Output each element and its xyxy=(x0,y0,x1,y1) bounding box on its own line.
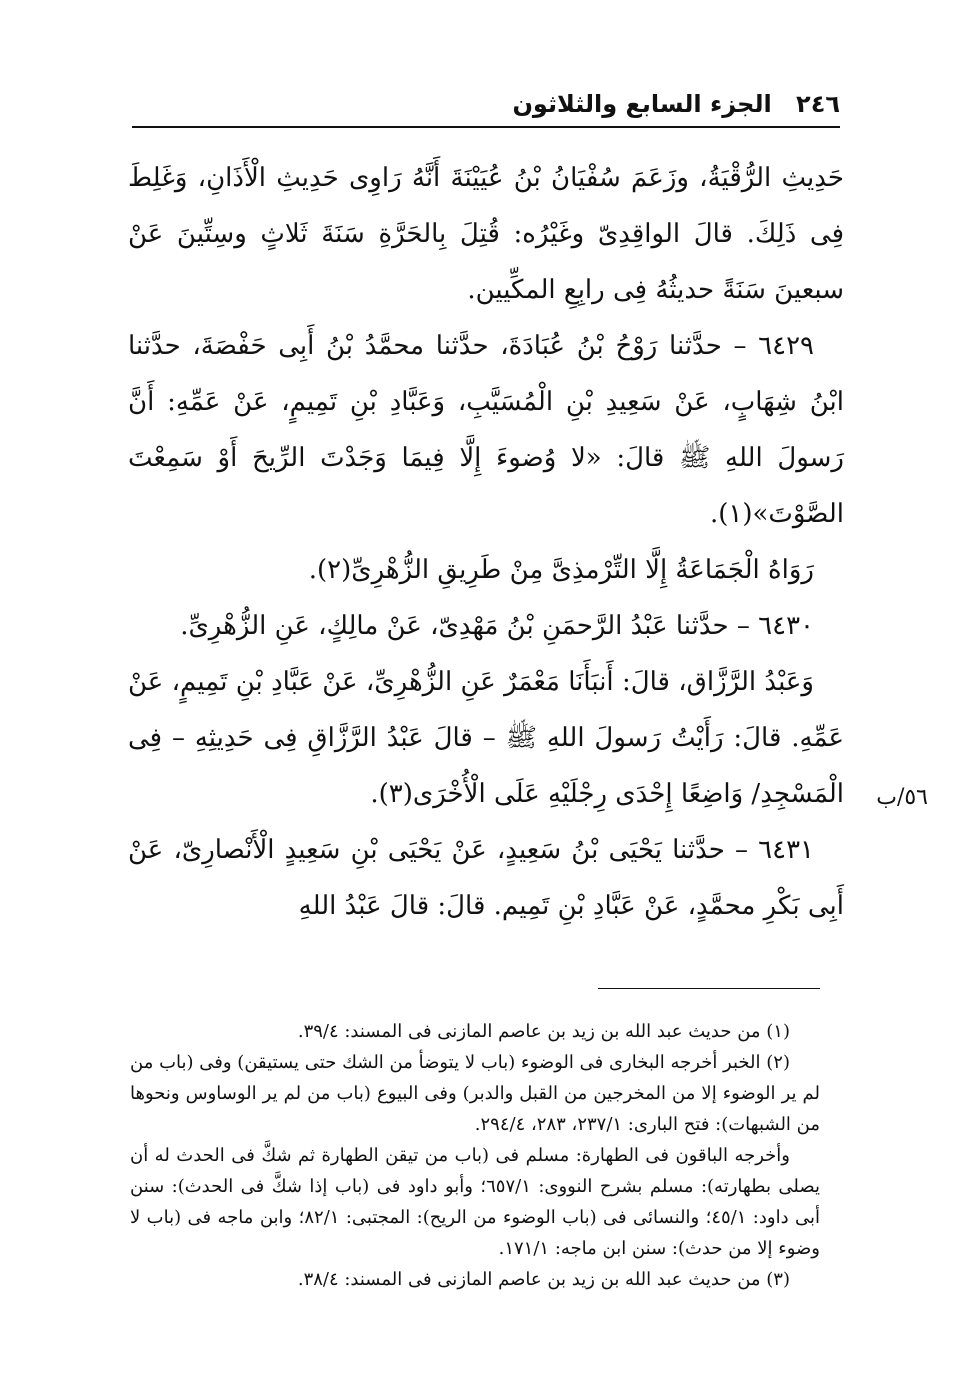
running-title: الجزء السابع والثلاثون xyxy=(512,90,772,118)
footnote-2: (٢) الخبر أخرجه البخارى فى الوضوء (باب لا يتوضأ من الشك حتى يستيقن) وفى (باب من لم ير الوضوء إلا من المخرجين من القبل والدبر) وفى البيوع (باب من لم ير الوساوس ونحوها من الشبهات): فتح البارى: ٢٣٧/١، ٢٨٣، ٢٩٤/٤. xyxy=(130,1052,820,1135)
footnote-1: (١) من حديث عبد الله بن زيد بن عاصم المازنى فى المسند: ٣٩/٤. xyxy=(297,1021,790,1042)
page-number: ٢٤٦ xyxy=(796,90,840,118)
manuscript-folio-note: ٥٦/ب xyxy=(876,785,928,810)
hadith-6429: ٦٤٢٩ – حدَّثنا رَوْحُ بْنُ عُبَادَةَ، حدَّثنا محمَّدُ بْنُ أَبِى حَفْصَةَ، حدَّثنا ابْنُ شِهَابٍ، عَنْ سَعِيدِ بْنِ الْمُسَيَّبِ، وَعَبَّادِ بْنِ تَمِيمٍ، عَنْ عَمِّهِ: أَنَّ رَسولَ اللهِ ﷺ قالَ: «لا وُضوءَ إِلَّا فِيمَا وَجَدْتَ الرِّيحَ أَوْ سَمِعْتَ الصَّوْتَ»(١). xyxy=(128,331,844,529)
footnote-rule xyxy=(598,988,820,989)
footnotes xyxy=(130,1016,820,1295)
paragraph: حَدِيثِ الرُّقْيَةُ، وزَعَمَ سُفْيَانُ بْنُ عُيَيْنَةَ أَنَّهُ رَاوِى حَدِيثِ الْأَذَانِ، وَغَلِطَ فِى ذَلِكَ. قالَ الواقِدِىّ وغَيْرُه: قُتِلَ بِالحَرَّةِ سَنَةَ ثَلاثٍ وسِتِّينَ عَنْ سبعينَ سَنَةً حديثُهُ فِى رابِعِ المكِّيين. xyxy=(128,163,844,305)
paragraph: رَوَاهُ الْجَمَاعَةُ إِلَّا التِّرْمذِىَّ مِنْ طَرِيقِ الزُّهْرِىِّ(٢). xyxy=(308,555,814,585)
paragraph: وَعَبْدُ الرَّزَّاق، قالَ: أَنبَأَنَا مَعْمَرٌ عَنِ الزُّهْرِىِّ، عَنْ عَبَّادِ بْنِ تَمِيمٍ، عَنْ عَمِّهِ. قالَ: رَأَيْتُ رَسولَ اللهِ ﷺ – قالَ عَبْدُ الرَّزَّاقِ فِى حَدِيثِهِ – فِى الْمَسْجِدِ/ وَاضِعًا إِحْدَى رِجْلَيْهِ عَلَى الْأُخْرَى(٣). xyxy=(128,667,844,809)
hadith-6431: ٦٤٣١ – حدَّثنا يَحْيَى بْنُ سَعِيدٍ، عَنْ يَحْيَى بْنِ سَعِيدٍ الْأَنْصارِىّ، عَنْ أَبِى بَكْرِ محمَّدٍ، عَنْ عَبَّادِ بْنِ تَمِيم. قالَ: قالَ عَبْدُ اللهِ xyxy=(128,835,844,921)
main-text xyxy=(128,150,844,934)
footnote-3: (٣) من حديث عبد الله بن زيد بن عاصم المازنى فى المسند: ٣٨/٤. xyxy=(297,1269,790,1290)
footnote-2-continued: وأخرجه الباقون فى الطهارة: مسلم فى (باب من تيقن الطهارة ثم شكَّ فى الحدث له أن يصلى بطهارته): مسلم بشرح النووى: ٦٥٧/١؛ وأبو داود فى (باب إذا شكَّ فى الحدث): سنن أبى داود: ٤٥/١؛ والنسائى فى (باب الوضوء من الريح): المجتبى: ٨٢/١؛ وابن ماجه فى (باب لا وضوء إلا من حدث): سنن ابن ماجه: ١٧١/١. xyxy=(130,1145,821,1259)
header-rule xyxy=(132,126,840,128)
hadith-6430: ٦٤٣٠ – حدَّثنا عَبْدُ الرَّحمَنِ بْنُ مَهْدِىّ، عَنْ مالِكٍ، عَنِ الزُّهْرِىِّ. xyxy=(180,611,814,641)
page-header xyxy=(132,84,840,124)
